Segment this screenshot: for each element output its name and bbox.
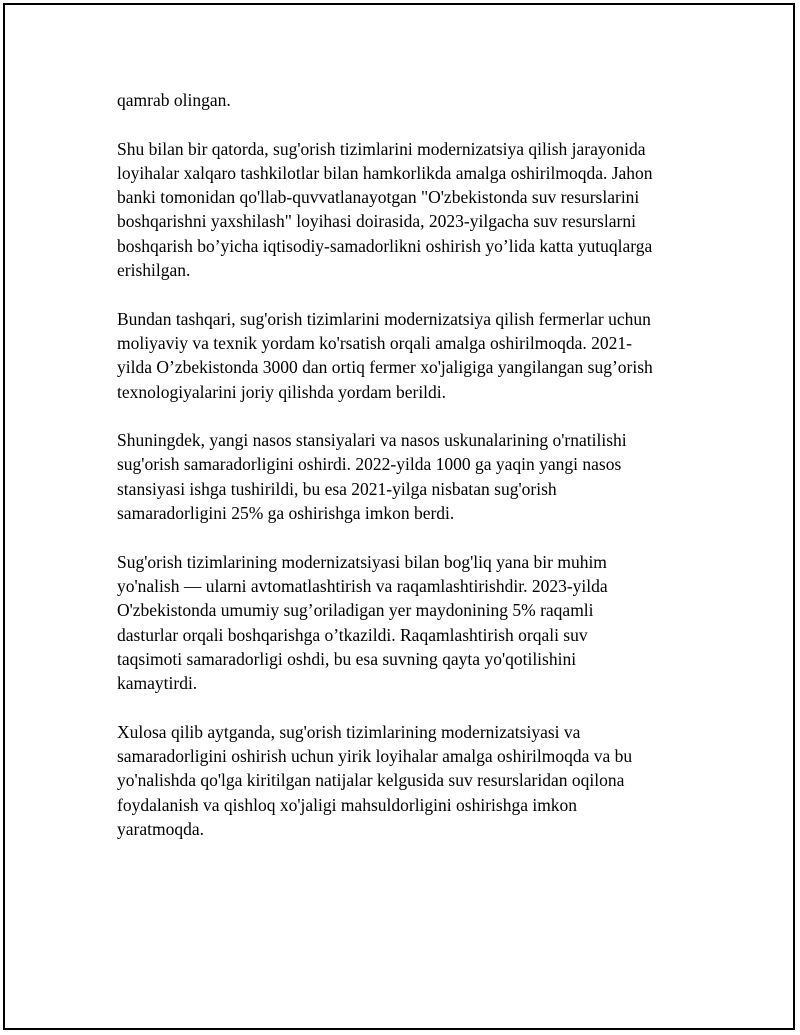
text-line: yilda O’zbekistonda 3000 dan ortiq fermer xo'jaligiga yangilangan sug’orish [117, 357, 653, 378]
paragraph-2 [117, 137, 687, 283]
text-line: boshqarish bo’yicha iqtisodiy-samadorlikni oshirish yo’lida katta yutuqlarga [117, 235, 653, 256]
text-line: stansiyasi ishga tushirildi, bu esa 2021-yilga nisbatan sug'orish [117, 478, 557, 499]
text-line: samaradorligini 25% ga oshirishga imkon berdi. [117, 503, 455, 524]
text-line: erishilgan. [117, 260, 191, 281]
text-line: banki tomonidan qo'llab-quvvatlanayotgan "O'zbekistonda suv resurslarini [117, 187, 640, 208]
text-line: moliyaviy va texnik yordam ko'rsatish orqali amalga oshirilmoqda. 2021- [117, 332, 632, 353]
text-line: taqsimoti samaradorligi oshdi, bu esa suvning qayta yo'qotilishini [117, 648, 577, 669]
text-line: kamaytirdi. [117, 673, 198, 694]
text-line: texnologiyalarini joriy qilishda yordam berildi. [117, 381, 447, 402]
text-line: boshqarishni yaxshilash" loyihasi doirasida, 2023-yilgacha suv resurslarni [117, 211, 636, 232]
paragraph-1 [117, 88, 687, 112]
text-line: yaratmoqda. [117, 818, 204, 839]
text-line: Sug'orish tizimlarining modernizatsiyasi bilan bog'liq yana bir muhim [117, 551, 607, 572]
text-line: yo'nalishda qo'lga kiritilgan natijalar kelgusida suv resurslaridan oqilona [117, 770, 625, 791]
text-line: Bundan tashqari, sug'orish tizimlarini modernizatsiya qilish fermerlar uchun [117, 308, 651, 329]
text-line: samaradorligini oshirish uchun yirik loyihalar amalga oshirilmoqda va bu [117, 746, 633, 767]
document-body [117, 88, 687, 866]
paragraph-3 [117, 307, 687, 404]
paragraph-6 [117, 720, 687, 841]
paragraph-5 [117, 550, 687, 696]
text-line: qamrab olingan. [117, 90, 231, 110]
text-line: yo'nalish — ularni avtomatlashtirish va raqamlashtirishdir. 2023-yilda [117, 575, 608, 596]
text-line: Xulosa qilib aytganda, sug'orish tizimlarining modernizatsiyasi va [117, 721, 581, 742]
text-line: foydalanish va qishloq xo'jaligi mahsuldorligini oshirishga imkon [117, 794, 578, 815]
text-line: O'zbekistonda umumiy sug’oriladigan yer maydonining 5% raqamli [117, 600, 594, 621]
text-line: sug'orish samaradorligini oshirdi. 2022-yilda 1000 ga yaqin yangi nasos [117, 454, 622, 475]
text-line: loyihalar xalqaro tashkilotlar bilan hamkorlikda amalga oshirilmoqda. Jahon [117, 162, 653, 183]
text-line: Shu bilan bir qatorda, sug'orish tizimlarini modernizatsiya qilish jarayonida [117, 138, 646, 159]
text-line: Shuningdek, yangi nasos stansiyalari va nasos uskunalarining o'rnatilishi [117, 430, 627, 451]
paragraph-4 [117, 428, 687, 525]
text-line: dasturlar orqali boshqarishga o’tkazildi. Raqamlashtirish orqali suv [117, 624, 588, 645]
